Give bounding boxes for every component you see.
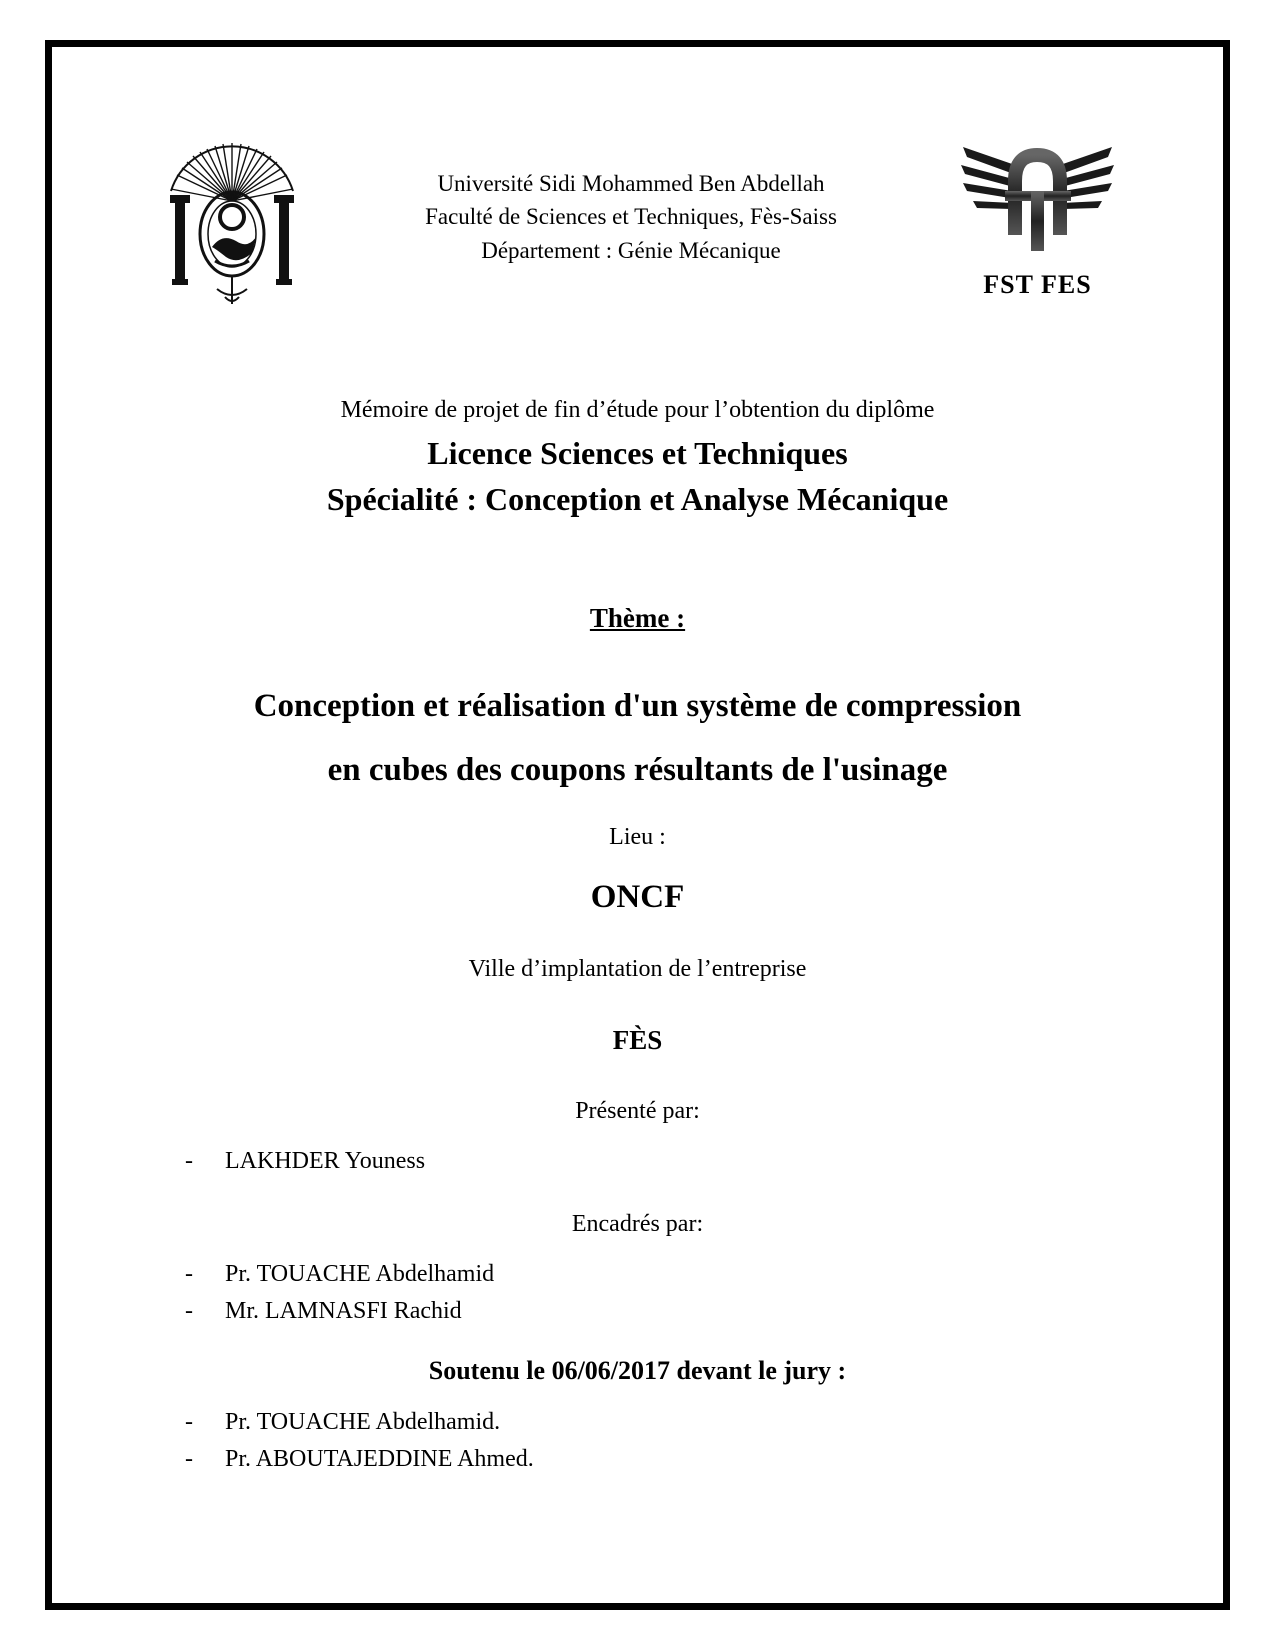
memoir-intro-line: Mémoire de projet de fin d’étude pour l’obtention du diplôme (340, 397, 935, 423)
degree-name: Licence Sciences et Techniques (427, 435, 848, 471)
list-item (185, 1293, 1168, 1330)
fst-fes-logo (955, 139, 1120, 314)
defense-line: Soutenu le 06/06/2017 devant le jury : (428, 1356, 847, 1386)
university-emblem-icon (157, 139, 307, 329)
project-title-line1: Conception et réalisation d'un système de compression (253, 687, 1022, 724)
city-value: FÈS (612, 1025, 663, 1056)
presented-by-list (107, 1143, 1168, 1180)
project-title-line2: en cubes des coupons résultants de l'usinage (327, 752, 948, 789)
project-title (107, 674, 1168, 803)
supervisor-name: - Pr. TOUACHE Abdelhamid (225, 1260, 495, 1287)
location-label: Lieu : (609, 824, 666, 851)
list-item (185, 1441, 1168, 1478)
fst-fes-logo-text: FST FES (983, 270, 1092, 299)
degree-block (107, 430, 1168, 523)
supervised-by-label: Encadrés par: (571, 1210, 704, 1237)
department-name: Département : Génie Mécanique (481, 237, 781, 263)
student-name: - LAKHDER Youness (225, 1148, 426, 1175)
institution-block (425, 139, 837, 267)
jury-member-name: - Pr. TOUACHE Abdelhamid. (225, 1409, 501, 1436)
theme-label: Thème : (589, 602, 686, 633)
faculty-name: Faculté de Sciences et Techniques, Fès-Saiss (425, 204, 837, 230)
jury-member-name: - Pr. ABOUTAJEDDINE Ahmed. (225, 1446, 534, 1473)
list-item (185, 1256, 1168, 1293)
university-name: Université Sidi Mohammed Ben Abdellah (437, 171, 825, 196)
list-item (185, 1143, 1168, 1180)
fst-fes-icon (955, 139, 1120, 269)
list-item (185, 1404, 1168, 1441)
specialty-name: Spécialité : Conception et Analyse Mécanique (326, 481, 949, 518)
location-value: ONCF (590, 879, 685, 916)
supervisor-name: - Mr. LAMNASFI Rachid (225, 1297, 462, 1324)
page-border-frame (45, 40, 1230, 1610)
university-emblem-logo (157, 139, 307, 329)
jury-list (107, 1404, 1168, 1478)
supervisors-list (107, 1256, 1168, 1330)
city-label: Ville d’implantation de l’entreprise (468, 956, 807, 983)
presented-by-label: Présenté par: (575, 1098, 700, 1125)
header (107, 139, 1168, 329)
